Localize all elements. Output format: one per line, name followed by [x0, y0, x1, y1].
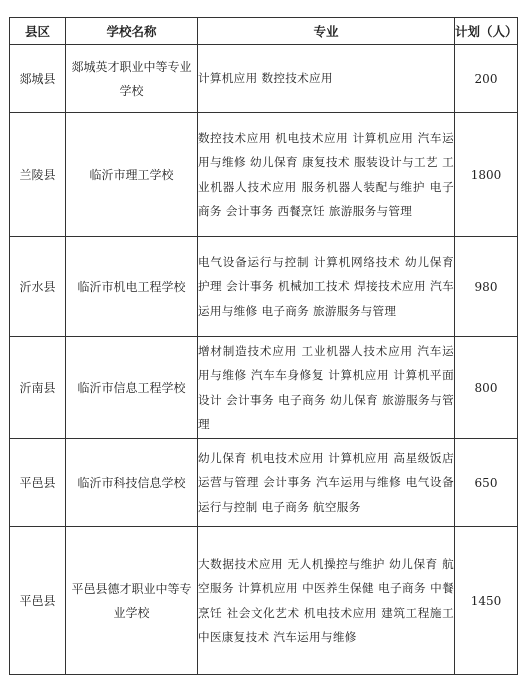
county-cell: 郯城县 — [10, 45, 66, 113]
school-cell: 临沂市理工学校 — [66, 113, 198, 237]
enrollment-plan-table — [9, 17, 518, 675]
plan-cell: 980 — [455, 237, 518, 337]
school-cell: 临沂市信息工程学校 — [66, 337, 198, 439]
county-cell: 平邑县 — [10, 439, 66, 527]
majors-cell: 计算机应用 数控技术应用 — [198, 45, 455, 113]
majors-cell: 大数据技术应用 无人机操控与维护 幼儿保育 航空服务 计算机应用 中医养生保健 电子商务 中餐烹饪 社会文化艺术 机电技术应用 建筑工程施工 中医康复技术 汽车运用与维修 — [198, 527, 455, 675]
plan-cell: 200 — [455, 45, 518, 113]
table-row — [10, 527, 518, 675]
county-cell: 沂水县 — [10, 237, 66, 337]
majors-cell: 电气设备运行与控制 计算机网络技术 幼儿保育 护理 会计事务 机械加工技术 焊接技术应用 汽车运用与维修 电子商务 旅游服务与管理 — [198, 237, 455, 337]
plan-cell: 1800 — [455, 113, 518, 237]
majors-cell: 增材制造技术应用 工业机器人技术应用 汽车运用与维修 汽车车身修复 计算机应用 计算机平面设计 会计事务 电子商务 幼儿保育 旅游服务与管理 — [198, 337, 455, 439]
header-plan: 计划（人） — [455, 18, 518, 45]
county-cell: 兰陵县 — [10, 113, 66, 237]
header-majors: 专业 — [198, 18, 455, 45]
plan-cell: 650 — [455, 439, 518, 527]
plan-cell: 800 — [455, 337, 518, 439]
plan-cell: 1450 — [455, 527, 518, 675]
school-cell: 临沂市科技信息学校 — [66, 439, 198, 527]
header-school: 学校名称 — [66, 18, 198, 45]
school-cell: 临沂市机电工程学校 — [66, 237, 198, 337]
header-row — [10, 18, 518, 45]
school-cell: 郯城英才职业中等专业学校 — [66, 45, 198, 113]
county-cell: 沂南县 — [10, 337, 66, 439]
majors-cell: 幼儿保育 机电技术应用 计算机应用 高星级饭店运营与管理 会计事务 汽车运用与维修 电气设备运行与控制 电子商务 航空服务 — [198, 439, 455, 527]
school-cell: 平邑县德才职业中等专业学校 — [66, 527, 198, 675]
table-row — [10, 45, 518, 113]
header-county: 县区 — [10, 18, 66, 45]
table-row — [10, 237, 518, 337]
table-row — [10, 337, 518, 439]
table-row — [10, 439, 518, 527]
majors-cell: 数控技术应用 机电技术应用 计算机应用 汽车运用与维修 幼儿保育 康复技术 服装设计与工艺 工业机器人技术应用 服务机器人装配与维护 电子商务 会计事务 西餐烹饪 旅游服务与管理 — [198, 113, 455, 237]
table-row — [10, 113, 518, 237]
county-cell: 平邑县 — [10, 527, 66, 675]
